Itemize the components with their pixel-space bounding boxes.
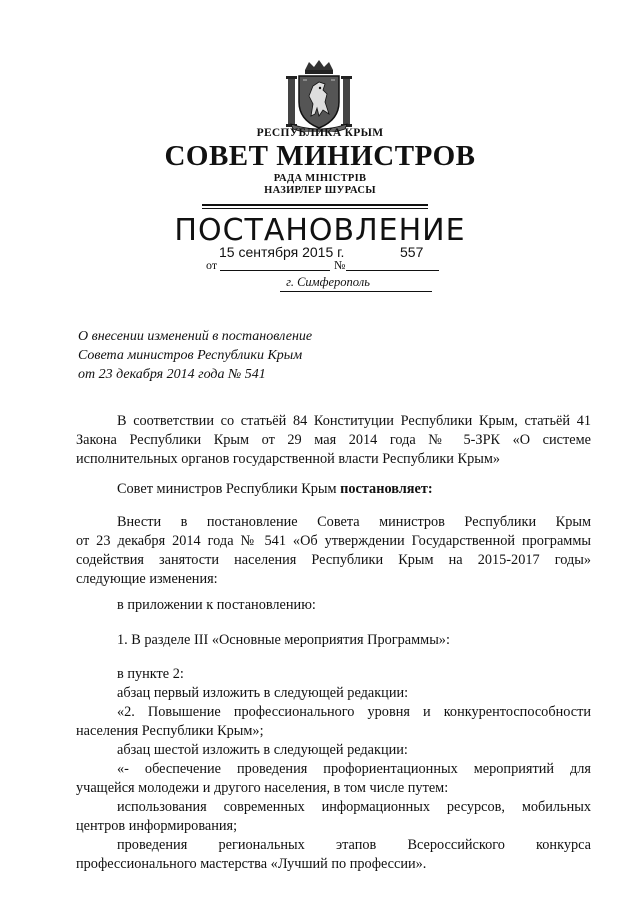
text-line: от 23 декабря 2014 года № 541 «Об утверждении Государственной программы <box>76 533 591 549</box>
city-label: г. Симферополь <box>286 275 370 289</box>
text-line: абзац шестой изложить в следующей редакции: <box>117 742 408 758</box>
decree-number: 557 <box>400 244 424 260</box>
subject-line: Совета министров Республики Крым <box>78 348 303 363</box>
header-divider-thick <box>202 204 428 206</box>
coat-of-arms-icon <box>285 58 353 132</box>
rada-heading: РАДА МІНІСТРІВ <box>273 173 367 184</box>
date-number-line <box>206 258 439 272</box>
decree-date: 15 сентября 2015 г. <box>219 244 345 260</box>
decree-subject <box>78 327 312 384</box>
date-underline <box>220 270 330 271</box>
text-line: учащейся молодежи и другого населения, в том числе путем: <box>76 780 449 796</box>
paragraph-amend <box>76 513 591 589</box>
text-line: абзац первый изложить в следующей редакции: <box>117 685 409 701</box>
text-line: в пункте 2: <box>117 666 184 682</box>
subject-line: от 23 декабря 2014 года № 541 <box>78 367 266 382</box>
paragraph-section: 1. В разделе III «Основные мероприятия Программы»: <box>117 632 450 648</box>
city-underline <box>280 291 432 292</box>
text-line: «2. Повышение профессионального уровня и конкурентоспособности <box>117 704 591 720</box>
text-line: населения Республики Крым»; <box>76 723 264 739</box>
text-line: следующие изменения: <box>76 571 218 587</box>
text-line: Закона Республики Крым от 29 мая 2014 года № 5-ЗРК «О системе <box>76 432 591 448</box>
text-line: использования современных информационных ресурсов, мобильных <box>117 799 591 815</box>
paragraph-basis <box>76 412 591 469</box>
text-line: проведения региональных этапов Всероссийского конкурса <box>117 837 591 853</box>
text-line: содействия занятости населения Республики Крым на 2015-2017 годы» <box>76 552 591 568</box>
number-label: № <box>334 258 346 272</box>
text-line: центров информирования; <box>76 818 238 834</box>
council-heading: СОВЕТ МИНИСТРОВ <box>164 140 476 172</box>
text-line: Внести в постановление Совета министров Республики Крым <box>117 514 591 530</box>
decree-title: ПОСТАНОВЛЕНИЕ <box>174 213 466 248</box>
paragraph-appendix: в приложении к постановлению: <box>117 597 316 613</box>
text-line: «- обеспечение проведения профориентационных мероприятий для <box>117 761 591 777</box>
number-underline <box>346 270 439 271</box>
text-line: профессионального мастерства «Лучший по профессии». <box>76 856 427 872</box>
text-line: исполнительных органов государственной власти Республики Крым» <box>76 451 501 467</box>
header-divider-thin <box>202 208 428 209</box>
text-line: Совет министров Республики Крым <box>117 481 341 497</box>
republic-heading: РЕСПУБЛИКА КРЫМ <box>256 127 384 139</box>
ot-label: от <box>206 258 218 272</box>
resolves-keyword: постановляет: <box>340 481 433 497</box>
text-line: В соответствии со статьёй 84 Конституции Республики Крым, статьёй 41 <box>117 413 591 429</box>
paragraph-changes <box>76 665 591 874</box>
subject-line: О внесении изменений в постановление <box>78 329 313 344</box>
paragraph-resolves <box>76 480 591 499</box>
nazirler-heading: НАЗИРЛЕР ШУРАСЫ <box>264 185 376 196</box>
